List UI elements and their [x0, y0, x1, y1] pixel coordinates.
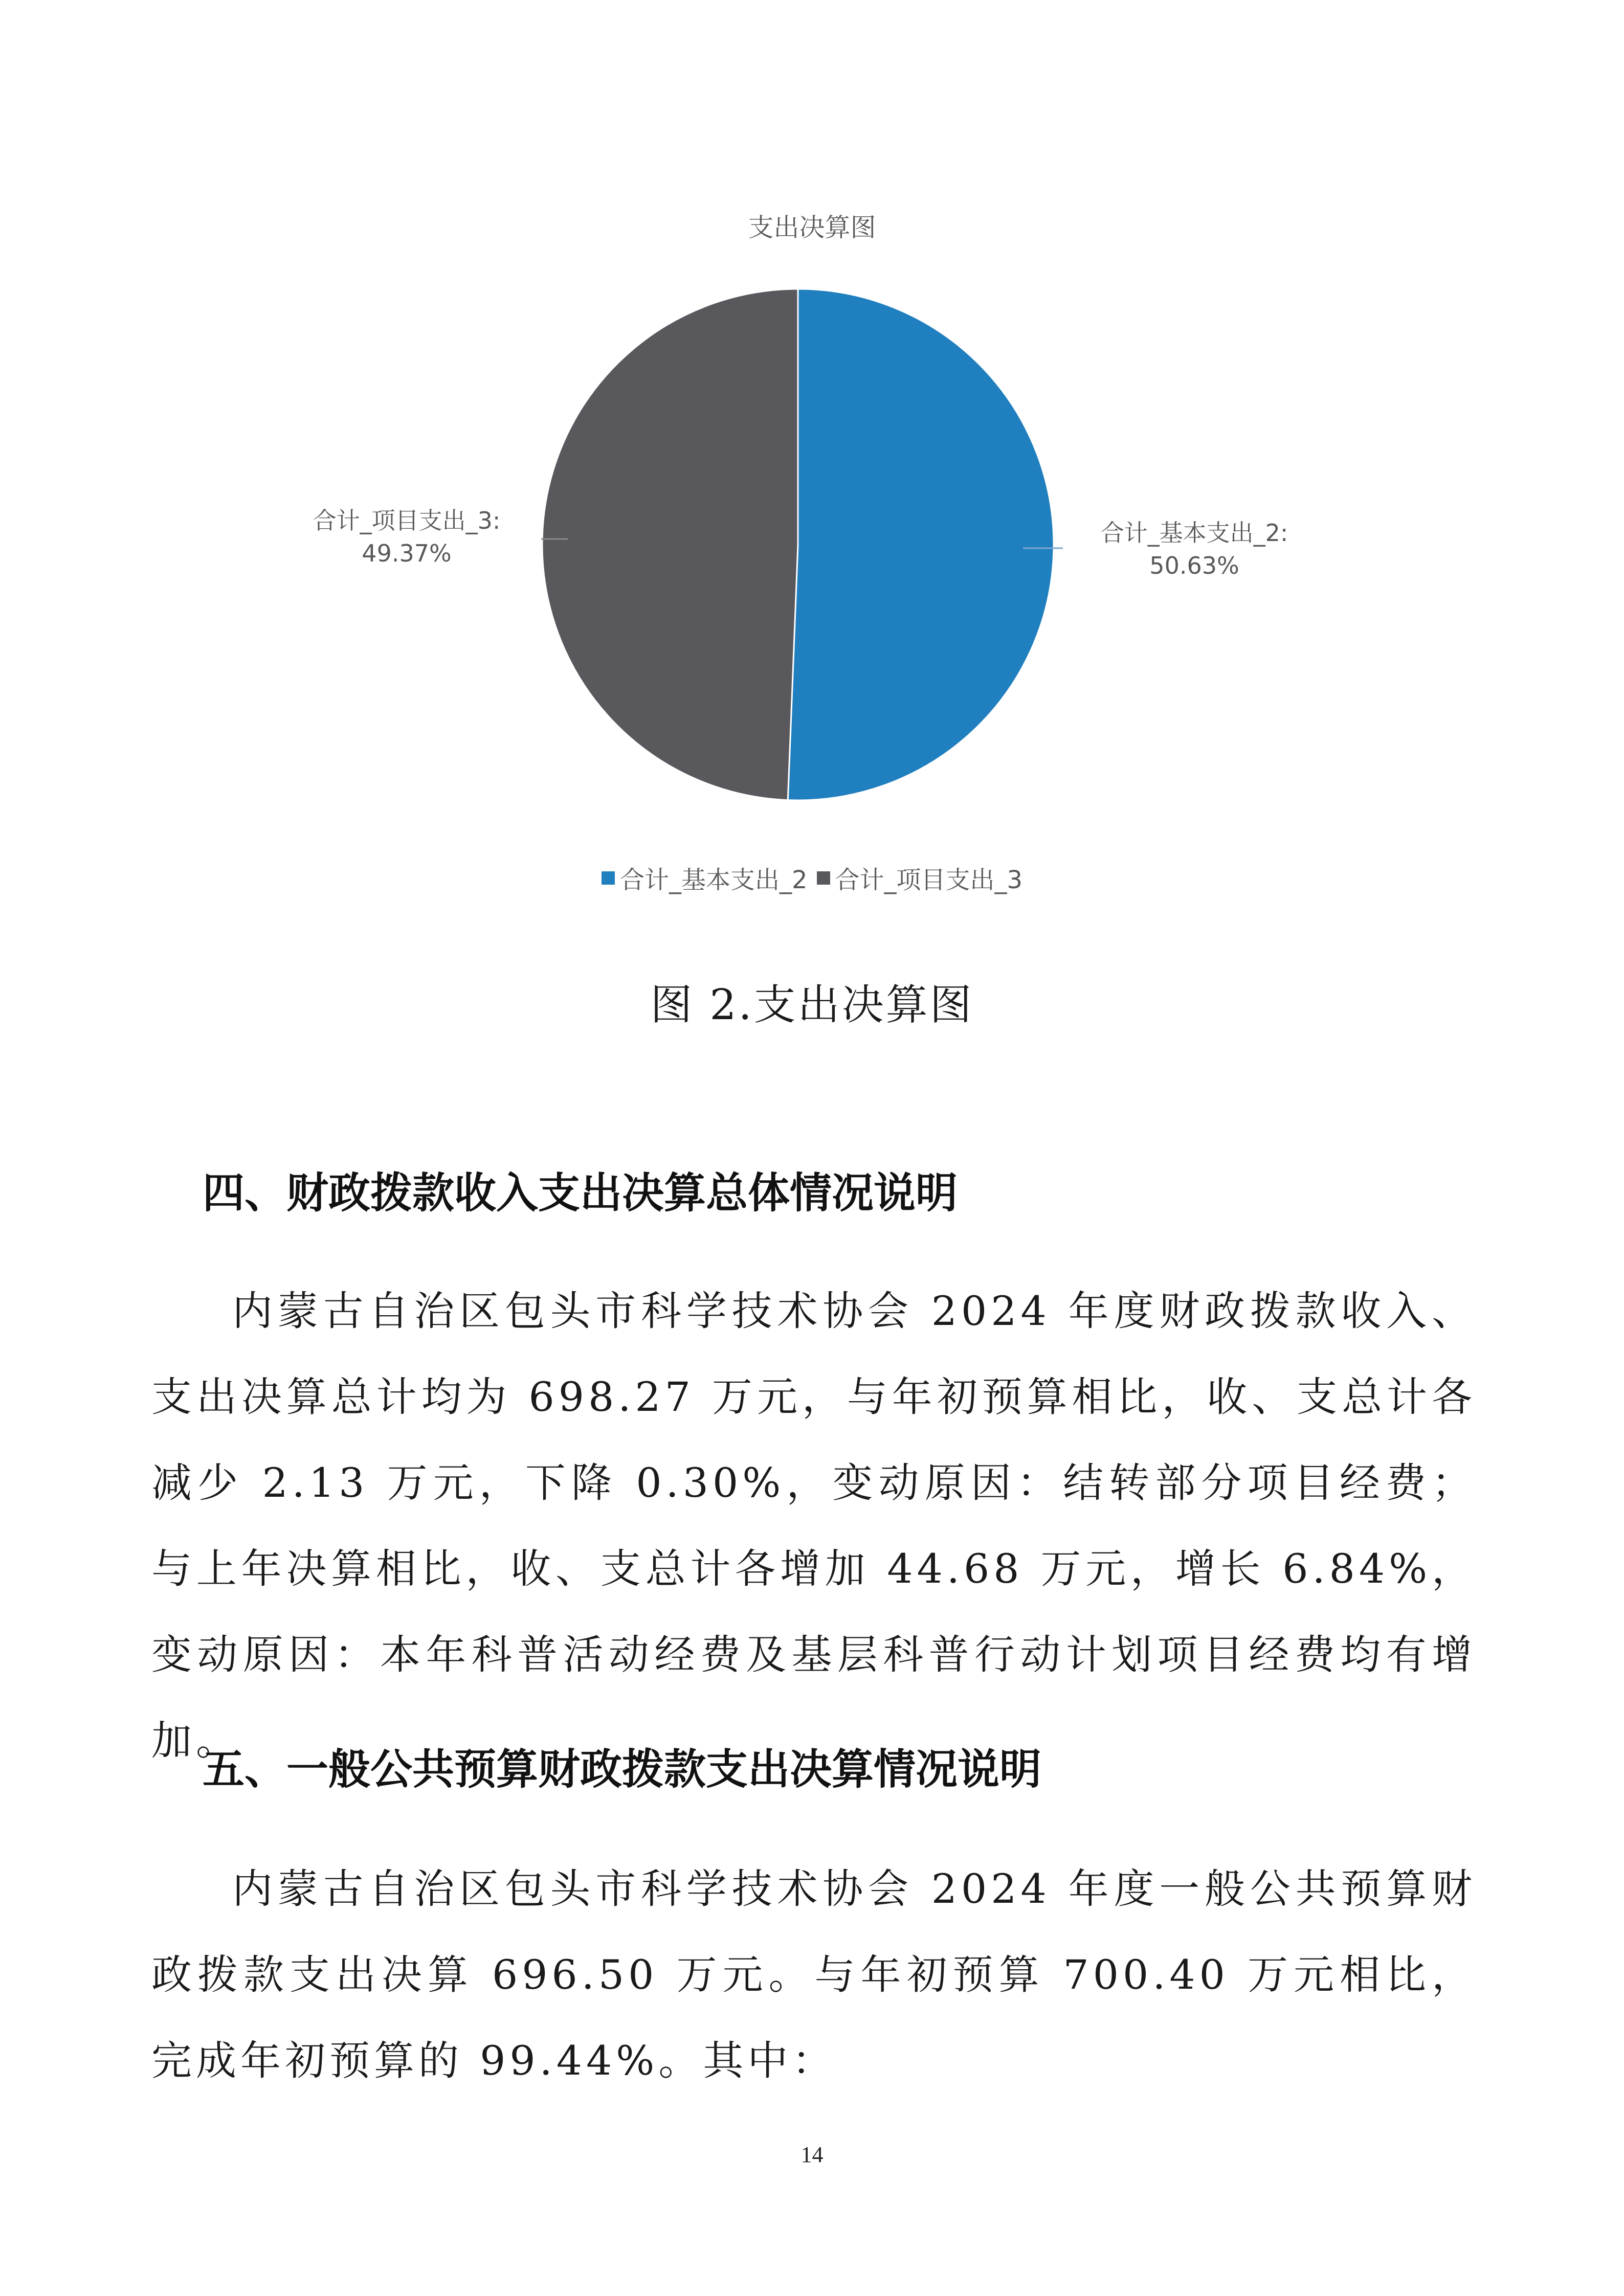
pie-slice-basic: [788, 289, 1054, 800]
slice-label-project: 合计_项目支出_3:: [313, 507, 501, 534]
legend-swatch-project: [817, 871, 830, 885]
legend-label-basic: 合计_基本支出_2: [619, 866, 808, 894]
legend-label-project: 合计_项目支出_3: [835, 866, 1023, 894]
section-heading-5: 五、一般公共预算财政拨款支出决算情况说明: [203, 1745, 1042, 1794]
chart-title: 支出决算图: [748, 213, 876, 242]
figure-caption: 图 2.支出决算图: [650, 981, 974, 1029]
pie-chart: [0, 0, 1624, 920]
chart-legend: [0, 860, 1624, 895]
legend-item-basic: [602, 860, 808, 895]
section-paragraph-4: 内蒙古自治区包头市科学技术协会 2024 年度财政拨款收入、支出决算总计均为 698.27 万元，与年初预算相比，收、支总计各减少 2.13 万元，下降 0.30%，变动原因：结转部分项目经费；与上年决算相比，收、支总计各增加 44.68 万元，增长 6.84%，变动原因：本年科普活动经费及基层科普行动计划项目经费均有增加。: [151, 1288, 1476, 1764]
slice-percent-project: 49.37%: [362, 539, 452, 567]
legend-item-project: [817, 860, 1023, 895]
legend-swatch-basic: [602, 871, 615, 885]
section-paragraph-5: 内蒙古自治区包头市科学技术协会 2024 年度一般公共预算财政拨款支出决算 696.50 万元。与年初预算 700.40 万元相比，完成年初预算的 99.44%。其中：: [151, 1865, 1476, 2084]
slice-label-basic: 合计_基本支出_2:: [1100, 519, 1288, 547]
pie-slices: [542, 289, 1054, 800]
section-heading-4: 四、财政拨款收入支出决算总体情况说明: [203, 1169, 958, 1218]
slice-percent-basic: 50.63%: [1149, 552, 1239, 579]
pie-slice-project: [542, 289, 798, 800]
page-number: 14: [800, 2142, 824, 2167]
